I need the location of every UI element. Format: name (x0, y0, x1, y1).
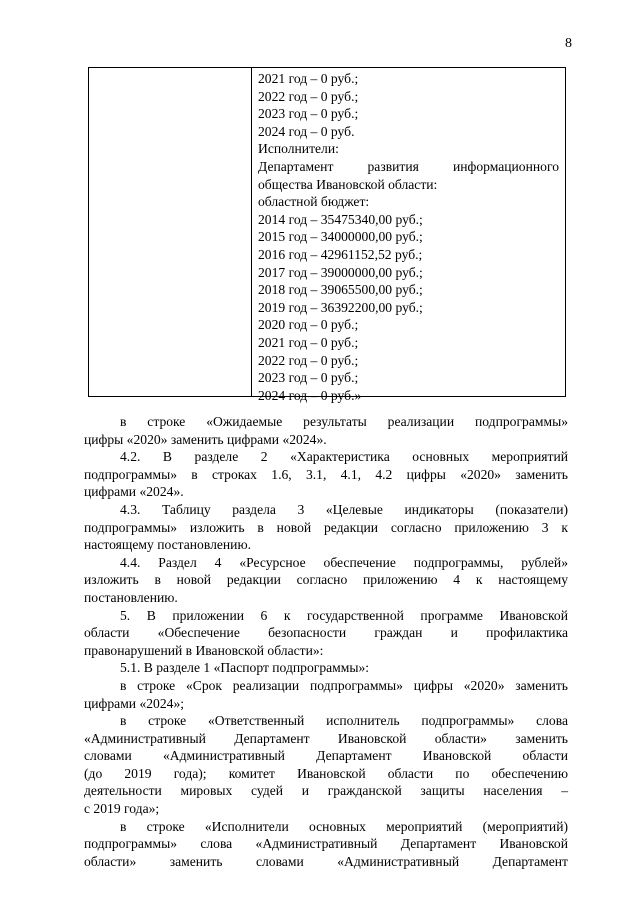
table-cell-line: 2023 год – 0 руб.; (258, 106, 359, 122)
paragraph-line: 4.4. Раздел 4 «Ресурсное обеспечение подпрограммы, рублей» (120, 554, 568, 570)
paragraph-line: деятельности мировых судей и гражданской защиты населения – (84, 783, 568, 799)
table-cell-line: 2015 год – 34000000,00 руб.; (258, 229, 423, 245)
paragraph-line: 4.3. Таблицу раздела 3 «Целевые индикаторы (показатели) (120, 501, 568, 517)
paragraph-line: правонарушений в Ивановской области»: (84, 642, 324, 658)
paragraph (84, 448, 568, 501)
table-cell-line: 2022 год – 0 руб.; (258, 352, 359, 368)
table-cell-line: 2017 год – 39000000,00 руб.; (258, 264, 423, 280)
table-cell-line: 2021 год – 0 руб.; (258, 71, 359, 86)
table-cell-line: общества Ивановской области: (258, 176, 438, 192)
table-right-cell (258, 70, 559, 404)
program-table (88, 67, 566, 403)
paragraph-line: области «Обеспечение безопасности граждан и профилактика (84, 625, 568, 641)
table-cell-line: 2021 год – 0 руб.; (258, 334, 359, 350)
paragraph-line: постановлению. (84, 589, 178, 605)
table-cell-line: 2014 год – 35475340,00 руб.; (258, 211, 423, 227)
table-cell-line: 2024 год – 0 руб. (258, 123, 355, 139)
paragraph-line: настоящему постановлению. (84, 537, 252, 553)
paragraph-line: цифрами «2024». (84, 484, 184, 500)
paragraph (84, 712, 568, 818)
paragraph-line: (до 2019 года); комитет Ивановской области по обеспечению (84, 765, 568, 781)
table-cell-line: 2023 год – 0 руб.; (258, 370, 359, 386)
paragraph-line: «Административный Департамент Ивановской области» заменить (84, 730, 568, 746)
document-body (84, 413, 568, 870)
paragraph-line: области» заменить словами «Административный Департамент (84, 853, 568, 869)
page-number: 8 (565, 36, 572, 51)
paragraph (84, 607, 568, 660)
paragraph (84, 501, 568, 554)
paragraph-line: цифрами «2024»; (84, 695, 185, 711)
paragraph-line: в строке «Ожидаемые результаты реализации подпрограммы» (120, 414, 568, 429)
table-cell-line: Исполнители: (258, 141, 339, 157)
paragraph (84, 554, 568, 607)
table-cell-line: 2018 год – 39065500,00 руб.; (258, 282, 423, 298)
table-cell-line: 2020 год – 0 руб.; (258, 317, 359, 333)
paragraph (84, 659, 568, 677)
paragraph-line: 5. В приложении 6 к государственной программе Ивановской (120, 607, 568, 623)
table-cell-line: 2019 год – 36392200,00 руб.; (258, 299, 423, 315)
paragraph-line: 5.1. В разделе 1 «Паспорт подпрограммы»: (120, 660, 370, 676)
table-cell-line: областной бюджет: (258, 194, 370, 210)
paragraph-line: в строке «Исполнители основных мероприятий (мероприятий) (120, 818, 568, 834)
paragraph-line: с 2019 года»; (84, 801, 160, 817)
paragraph-line: в строке «Ответственный исполнитель подпрограммы» слова (120, 713, 568, 729)
paragraph-line: цифры «2020» заменить цифрами «2024». (84, 431, 327, 447)
paragraph (84, 677, 568, 712)
table-column-divider (251, 68, 252, 396)
paragraph-line: подпрограммы» слова «Административный Департамент Ивановской (84, 836, 568, 852)
paragraph (84, 818, 568, 871)
table-cell-line: 2024 год – 0 руб.» (258, 387, 362, 403)
paragraph-line: подпрограммы» изложить в новой редакции согласно приложению 3 к (84, 519, 568, 535)
paragraph-line: подпрограммы» в строках 1.6, 3.1, 4.1, 4.2 цифры «2020» заменить (84, 466, 568, 482)
paragraph-line: словами «Административный Департамент Ивановской области (84, 748, 568, 764)
paragraph-line: изложить в новой редакции согласно приложению 4 к настоящему (84, 572, 568, 588)
table-cell-line: 2022 год – 0 руб.; (258, 88, 359, 104)
paragraph-line: в строке «Срок реализации подпрограммы» цифры «2020» заменить (120, 677, 568, 693)
table-cell-line: Департамент развития информационного (258, 158, 559, 174)
paragraph (84, 413, 568, 448)
table-cell-line: 2016 год – 42961152,52 руб.; (258, 246, 423, 262)
paragraph-line: 4.2. В разделе 2 «Характеристика основных мероприятий (120, 449, 568, 465)
